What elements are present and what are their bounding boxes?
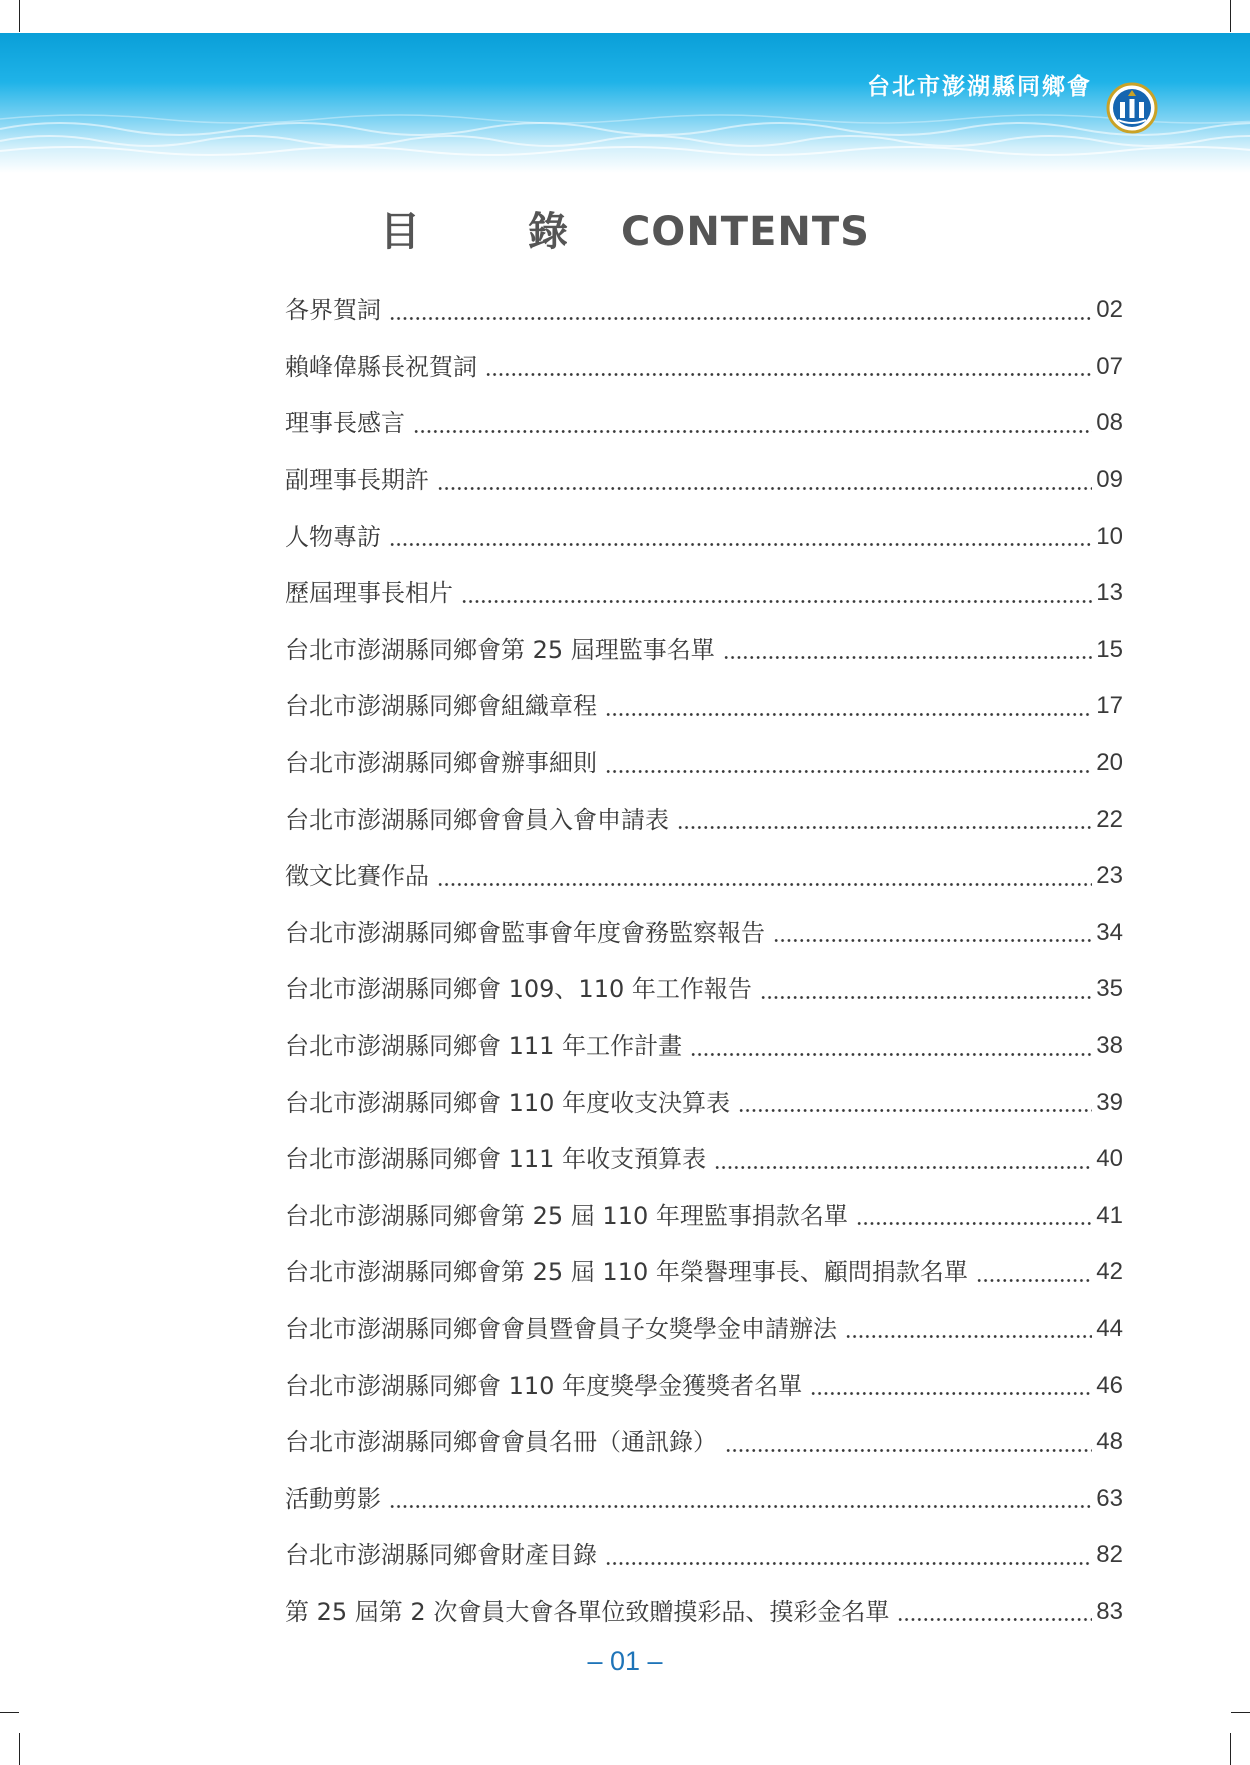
dot-leader <box>725 1449 1092 1452</box>
dot-leader <box>738 1109 1092 1112</box>
toc-entry <box>285 1244 1123 1301</box>
toc-entry <box>285 622 1123 679</box>
toc-entry <box>285 735 1123 792</box>
toc-entry-page: 22 <box>1096 805 1123 833</box>
toc-entry-page: 07 <box>1096 352 1123 380</box>
crop-mark <box>1230 1733 1231 1765</box>
dot-leader <box>389 1505 1092 1508</box>
toc-entry <box>285 1301 1123 1358</box>
toc-entry <box>285 1357 1123 1414</box>
toc-entry-page: 42 <box>1096 1258 1123 1286</box>
crop-mark <box>1231 1712 1250 1713</box>
toc-entry-title: 台北市澎湖縣同鄉會組織章程 <box>285 692 597 721</box>
toc-entry <box>285 1074 1123 1131</box>
toc-entry-title: 台北市澎湖縣同鄉會第 25 屆 110 年理監事捐款名單 <box>285 1201 848 1230</box>
organization-name: 台北市澎湖縣同鄉會 <box>867 74 1092 100</box>
toc-entry-page: 63 <box>1096 1484 1123 1512</box>
toc-entry-title: 台北市澎湖縣同鄉會會員暨會員子女獎學金申請辦法 <box>285 1314 837 1343</box>
crop-mark <box>19 0 20 32</box>
dot-leader <box>485 373 1092 376</box>
dot-leader <box>389 543 1092 546</box>
toc-entry <box>285 1414 1123 1471</box>
toc-entry-title: 台北市澎湖縣同鄉會監事會年度會務監察報告 <box>285 918 765 947</box>
toc-entry-title: 賴峰偉縣長祝賀詞 <box>285 352 477 381</box>
toc-entry-page: 48 <box>1096 1428 1123 1456</box>
toc-entry-page: 15 <box>1096 635 1123 663</box>
dot-leader <box>437 487 1092 490</box>
toc-entry-title: 理事長感言 <box>285 409 405 438</box>
toc-entry <box>285 508 1123 565</box>
toc-entry-page: 82 <box>1096 1541 1123 1569</box>
dot-leader <box>605 713 1092 716</box>
dot-leader <box>461 600 1092 603</box>
crop-mark <box>0 1712 19 1713</box>
header-banner <box>0 33 1250 173</box>
toc-entry-title: 徵文比賽作品 <box>285 862 429 891</box>
wave-pattern <box>0 33 1250 173</box>
association-emblem-icon <box>1106 82 1158 134</box>
toc-entry-title: 各界賀詞 <box>285 296 381 325</box>
toc-entry-page: 02 <box>1096 296 1123 324</box>
toc-entry-title: 活動剪影 <box>285 1484 381 1513</box>
toc-entry <box>285 339 1123 396</box>
toc-entry-title: 台北市澎湖縣同鄉會第 25 屆理監事名單 <box>285 635 715 664</box>
dot-leader <box>389 317 1092 320</box>
toc-entry <box>285 282 1123 339</box>
toc-entry-title: 第 25 屆第 2 次會員大會各單位致贈摸彩品、摸彩金名單 <box>285 1597 890 1626</box>
dot-leader <box>760 996 1092 999</box>
toc-entry <box>285 452 1123 509</box>
toc-entry-title: 台北市澎湖縣同鄉會 109、110 年工作報告 <box>285 975 752 1004</box>
toc-entry <box>285 791 1123 848</box>
toc-entry-title: 人物專訪 <box>285 522 381 551</box>
toc-entry <box>285 1527 1123 1584</box>
toc-entry-page: 23 <box>1096 862 1123 890</box>
toc-entry <box>285 1018 1123 1075</box>
toc-entry-title: 台北市澎湖縣同鄉會財產目錄 <box>285 1541 597 1570</box>
dot-leader <box>976 1279 1092 1282</box>
dot-leader <box>714 1166 1092 1169</box>
toc-entry-page: 38 <box>1096 1032 1123 1060</box>
title-chinese: 目 錄 <box>380 209 603 255</box>
toc-entry-page: 41 <box>1096 1201 1123 1229</box>
dot-leader <box>773 939 1092 942</box>
toc-entry-page: 40 <box>1096 1145 1123 1173</box>
title-english: CONTENTS <box>620 209 870 255</box>
dot-leader <box>690 1053 1092 1056</box>
toc-entry-page: 34 <box>1096 918 1123 946</box>
table-of-contents <box>285 282 1123 1640</box>
toc-entry-page: 17 <box>1096 692 1123 720</box>
toc-entry-title: 台北市澎湖縣同鄉會 111 年收支預算表 <box>285 1145 707 1174</box>
toc-entry-title: 台北市澎湖縣同鄉會 110 年度獎學金獲獎者名單 <box>285 1371 803 1400</box>
toc-entry-title: 台北市澎湖縣同鄉會第 25 屆 110 年榮譽理事長、顧問捐款名單 <box>285 1258 968 1287</box>
page-number: – 01 – <box>587 1646 663 1676</box>
dot-leader <box>856 1222 1092 1225</box>
toc-entry-page: 10 <box>1096 522 1123 550</box>
toc-entry-page: 35 <box>1096 975 1123 1003</box>
toc-entry-page: 13 <box>1096 579 1123 607</box>
toc-entry <box>285 565 1123 622</box>
toc-entry <box>285 905 1123 962</box>
toc-entry <box>285 678 1123 735</box>
dot-leader <box>437 883 1092 886</box>
toc-entry-title: 台北市澎湖縣同鄉會 111 年工作計畫 <box>285 1032 683 1061</box>
toc-entry-title: 台北市澎湖縣同鄉會會員名冊（通訊錄） <box>285 1428 717 1457</box>
crop-mark <box>19 1733 20 1765</box>
toc-entry-title: 副理事長期許 <box>285 466 429 495</box>
page-title <box>0 200 1250 257</box>
dot-leader <box>845 1335 1092 1338</box>
toc-entry <box>285 961 1123 1018</box>
toc-entry-page: 20 <box>1096 749 1123 777</box>
toc-entry <box>285 1131 1123 1188</box>
toc-entry <box>285 1470 1123 1527</box>
toc-entry-page: 44 <box>1096 1314 1123 1342</box>
toc-entry <box>285 1584 1123 1641</box>
toc-entry <box>285 395 1123 452</box>
toc-entry-title: 台北市澎湖縣同鄉會辦事細則 <box>285 749 597 778</box>
toc-entry-page: 83 <box>1096 1597 1123 1625</box>
toc-entry-title: 台北市澎湖縣同鄉會會員入會申請表 <box>285 805 669 834</box>
toc-entry-page: 46 <box>1096 1371 1123 1399</box>
toc-entry <box>285 1188 1123 1245</box>
dot-leader <box>605 1562 1092 1565</box>
toc-entry-page: 39 <box>1096 1088 1123 1116</box>
crop-mark <box>1230 0 1231 32</box>
toc-entry <box>285 848 1123 905</box>
dot-leader <box>723 656 1093 659</box>
dot-leader <box>677 826 1092 829</box>
toc-entry-title: 歷屆理事長相片 <box>285 579 453 608</box>
dot-leader <box>897 1618 1092 1621</box>
toc-entry-title: 台北市澎湖縣同鄉會 110 年度收支決算表 <box>285 1088 731 1117</box>
dot-leader <box>810 1392 1092 1395</box>
dot-leader <box>413 430 1092 433</box>
toc-entry-page: 08 <box>1096 409 1123 437</box>
toc-entry-page: 09 <box>1096 466 1123 494</box>
dot-leader <box>605 770 1092 773</box>
